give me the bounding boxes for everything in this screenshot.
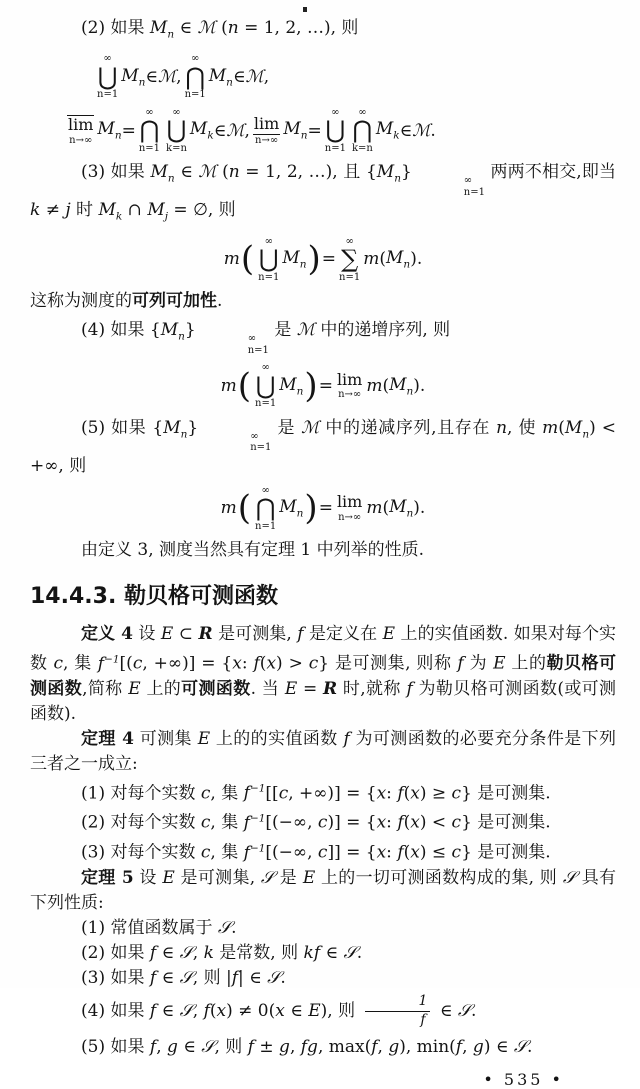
item-2-intro: (2) 如果 $M_n$ ∈ ℳ (n = 1, 2, …), 则 — [81, 18, 359, 41]
formula-countable-additivity: m ( ∞ ⋃ n=1 $M_n$ ) = ∞ ∑ n=1 m ( $M_n$ ). — [223, 235, 423, 283]
formula-limsup-liminf: lim n→∞ $M_n$ = ∞ ⋂ n=1 ∞ ⋃ k=n $M_k$ ∈ ℳ , lim n→∞ $M_n$ = ∞ ⋃ n=1 ∞ ⋂ k=n $M_k$ ∈ ℳ . — [68, 106, 436, 154]
item-4-intro: (4) 如果 $\{M_n\}$ ∞ n=1 是 ℳ 中的递增序列, 则 — [81, 320, 451, 356]
theorem5-item-2: (2) 如果 f ∈ 𝒮, k 是常数, 则 kf ∈ 𝒮. — [81, 942, 363, 963]
page-number: • 535 • — [483, 1069, 564, 1089]
theorem5-item-3: (3) 如果 f ∈ 𝒮, 则 |f| ∈ 𝒮. — [81, 967, 286, 988]
theorem4-item-3: (3) 对每个实数 c, 集 $f^{-1}[(-\infty$, c]] = {x: f(x) ≤ c} 是可测集. — [81, 842, 551, 863]
section-heading: 14.4.3. 勒贝格可测函数 — [30, 584, 278, 610]
theorem5-item-1: (1) 常值函数属于 𝒮. — [81, 917, 237, 938]
countable-additivity-note: 这称为测度的可列可加性. — [30, 291, 223, 312]
theorem4-item-1: (1) 对每个实数 c, 集 $f^{-1}[[c$, +∞)] = {x: f(x) ≥ c} 是可测集. — [81, 782, 551, 804]
theorem-5: 定理 5 设 E 是可测集, 𝒮 是 E 上的一切可测函数构成的集, 则 𝒮 具有下列性质: — [30, 867, 617, 913]
formula-increasing-limit: m ( ∞ ⋃ n=1 $M_n$ ) = lim n→∞ m ( $M_n$ ). — [220, 362, 426, 410]
item-3-intro: (3) 如果 $M_n$ ∈ ℳ (n = 1, 2, …), 且 $\{M_n\}$ ∞ n=1 两两不相交,即当 k ≠ j 时 $M_k$ ∩ $M_j$ = ∅, 则 — [30, 162, 616, 223]
formula-union-intersection: ∞ ⋃ n=1 $M_n$ ∈ ℳ , ∞ ⋂ n=1 $M_n$ ∈ ℳ , — [97, 53, 270, 101]
scan-speck — [303, 7, 307, 12]
definition3-note: 由定义 3, 测度当然具有定理 1 中列举的性质. — [81, 540, 425, 561]
page-content — [30, 16, 616, 1089]
item-5-intro: (5) 如果 $\{M_n\}$ ∞ n=1 是 ℳ 中的递减序列,且存在 n, 使 $m(M_n)$ < +∞, 则 — [30, 417, 617, 476]
theorem5-item-5: (5) 如果 f, g ∈ 𝒮, 则 f ± g, fg, max(f, g), min(f, g) ∈ 𝒮. — [81, 1036, 533, 1057]
theorem4-item-2: (2) 对每个实数 c, 集 $f^{-1}[(-\infty$, c)] = {x: f(x) < c} 是可测集. — [81, 812, 551, 834]
definition-4: 定义 4 设 E ⊂ R 是可测集, f 是定义在 E 上的实值函数. 如果对每个实数 c, 集 $f^{-1}[(c$, +∞)] = {x: f(x) > c} 是可测集, 则称 f 为 E 上的勒贝格可测函数,简称 E 上的可测函数. 当 E = R 时,就称 f 为勒贝格可测函数(或可测函数). — [30, 624, 617, 724]
theorem-4: 定理 4 可测集 E 上的的实值函数 f 为可测函数的必要充分条件是下列三者之一成立: — [30, 728, 616, 774]
formula-decreasing-limit: m ( ∞ ⋂ n=1 $M_n$ ) = lim n→∞ m ( $M_n$ ). — [220, 484, 426, 532]
theorem5-item-4: (4) 如果 f ∈ 𝒮, f(x) ≠ 0(x ∈ E), 则 $\frac{1}{f}$ ∈ 𝒮. — [81, 993, 477, 1028]
